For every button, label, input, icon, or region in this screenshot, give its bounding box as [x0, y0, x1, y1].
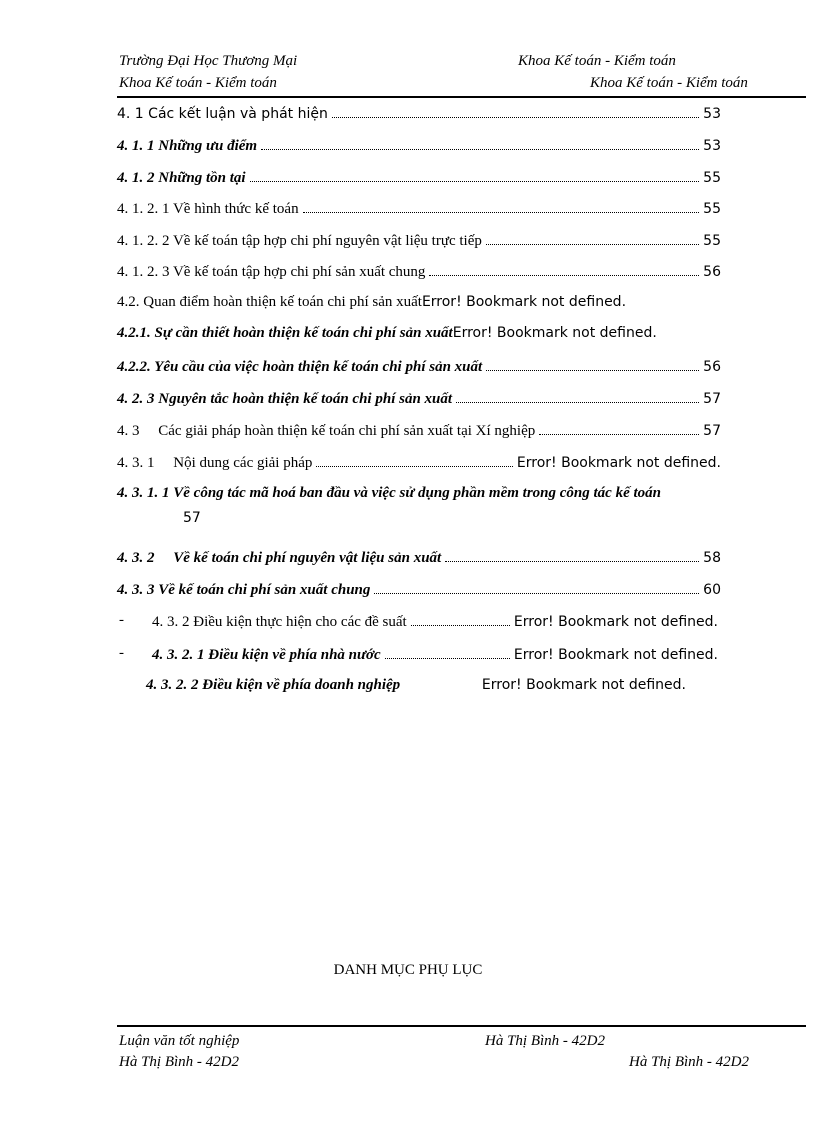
toc-entry[interactable] [117, 294, 727, 316]
toc-page: 57 [703, 391, 721, 407]
toc-leader [486, 231, 699, 245]
toc-entry-text: 4. 1 Các kết luận và phát hiện [117, 106, 328, 122]
toc-entry[interactable] [146, 677, 686, 699]
footer-author-left: Hà Thị Bình - 42D2 [119, 1054, 239, 1070]
header-faculty-left: Khoa Kế toán - Kiểm toán [119, 75, 277, 91]
toc-entry-text: 4. 3 Các giải pháp hoàn thiện kế toán chi phí sản xuất tại Xí nghiệp [117, 423, 536, 439]
toc-leader [332, 104, 699, 118]
toc-leader [445, 548, 699, 562]
toc-entry[interactable] [117, 262, 721, 284]
toc-entry[interactable] [117, 580, 721, 602]
toc-page: 55 [703, 233, 721, 249]
toc-page-error: Error! Bookmark not defined. [481, 677, 686, 693]
toc-leader [316, 453, 513, 467]
toc-entry[interactable] [117, 389, 721, 411]
footer-author-center: Hà Thị Bình - 42D2 [485, 1033, 605, 1049]
toc-page: 57 [703, 423, 721, 439]
toc-entry[interactable] [117, 136, 721, 158]
toc-leader [261, 136, 699, 150]
toc-page-error: Error! Bookmark not defined. [421, 294, 627, 310]
toc-entry-text: 4. 3. 3 Về kế toán chi phí sản xuất chung [117, 582, 371, 598]
toc-entry[interactable] [117, 421, 721, 443]
toc-leader [539, 421, 699, 435]
toc-page: 56 [703, 264, 721, 280]
toc-leader [250, 168, 700, 182]
footer-author-right: Hà Thị Bình - 42D2 [629, 1054, 749, 1070]
bullet-dash: - [119, 612, 124, 628]
toc-page: 53 [703, 138, 721, 154]
toc-leader [303, 199, 700, 213]
toc-page: 53 [703, 106, 721, 122]
toc-page-error: Error! Bookmark not defined. [452, 325, 657, 341]
toc-leader [411, 612, 510, 626]
header-faculty-right: Khoa Kế toán - Kiểm toán [590, 75, 748, 91]
toc-entry[interactable] [117, 548, 721, 570]
toc-leader [385, 645, 510, 659]
appendix-heading: DANH MỤC PHỤ LỤC [333, 962, 483, 978]
toc-entry[interactable] [117, 453, 721, 475]
toc-entry[interactable] [117, 231, 721, 253]
header-faculty-name: Khoa Kế toán - Kiểm toán [518, 53, 676, 69]
toc-entry[interactable] [117, 485, 757, 526]
toc-entry-text: 4. 1. 1 Những ưu điểm [117, 138, 258, 154]
toc-leader [429, 262, 699, 276]
toc-entry-text: 4. 3. 1 Nội dung các giải pháp [117, 455, 313, 471]
toc-entry-text: 4. 3. 2 Về kế toán chi phí nguyên vật liệu sản xuất [117, 550, 442, 566]
toc-page: 58 [703, 550, 721, 566]
toc-page-error: Error! Bookmark not defined. [516, 455, 721, 471]
toc-entry[interactable] [152, 612, 718, 634]
toc-entry-text: 4. 2. 3 Nguyên tắc hoàn thiện kế toán chi phí sản xuất [117, 391, 453, 407]
toc-leader [486, 357, 699, 371]
toc-entry-text: 4. 3. 1. 1 Về công tác mã hoá ban đầu và việc sử dụng phần mềm trong công tác kế toán [117, 485, 662, 501]
toc-entry-text: 4.2.1. Sự cần thiết hoàn thiện kế toán chi phí sản xuất [117, 325, 453, 341]
toc-entry[interactable] [117, 199, 721, 221]
toc-leader [456, 389, 699, 403]
toc-entry-text: 4.2.2. Yêu cầu của việc hoàn thiện kế toán chi phí sản xuất [117, 359, 483, 375]
toc-entry-text: 4. 1. 2 Những tồn tại [117, 170, 246, 186]
toc-leader [374, 580, 699, 594]
toc-page-error: Error! Bookmark not defined. [513, 647, 718, 663]
toc-entry[interactable] [117, 325, 737, 347]
footer-thesis-label: Luận văn tốt nghiệp [119, 1033, 240, 1049]
footer-rule [117, 1025, 806, 1027]
toc-page: 55 [703, 201, 721, 217]
toc-entry-text: 4. 3. 2. 2 Điều kiện về phía doanh nghiệp [146, 677, 401, 693]
toc-entry-text: 4. 3. 2. 1 Điều kiện về phía nhà nước [152, 647, 381, 663]
toc-page: 60 [703, 582, 721, 598]
toc-page: 56 [703, 359, 721, 375]
toc-entry-text: 4.2. Quan điểm hoàn thiện kế toán chi phí sản xuất [117, 294, 422, 310]
toc-page: 57 [183, 510, 201, 526]
toc-entry[interactable] [152, 645, 718, 667]
toc-entry-text: 4. 1. 2. 2 Về kế toán tập hợp chi phí nguyên vật liệu trực tiếp [117, 233, 482, 249]
toc-page: 55 [703, 170, 721, 186]
toc-entry[interactable] [117, 104, 721, 126]
toc-entry-text: 4. 1. 2. 1 Về hình thức kế toán [117, 201, 299, 217]
toc-page-error: Error! Bookmark not defined. [513, 614, 718, 630]
toc-entry-text: 4. 3. 2 Điều kiện thực hiện cho các đề suất [152, 614, 407, 630]
header-school-name: Trường Đại Học Thương Mại [119, 53, 298, 69]
toc-entry[interactable] [117, 168, 721, 190]
header-rule [117, 96, 806, 98]
toc-entry[interactable] [117, 357, 721, 379]
toc-entry-text: 4. 1. 2. 3 Về kế toán tập hợp chi phí sản xuất chung [117, 264, 426, 280]
bullet-dash: - [119, 645, 124, 661]
